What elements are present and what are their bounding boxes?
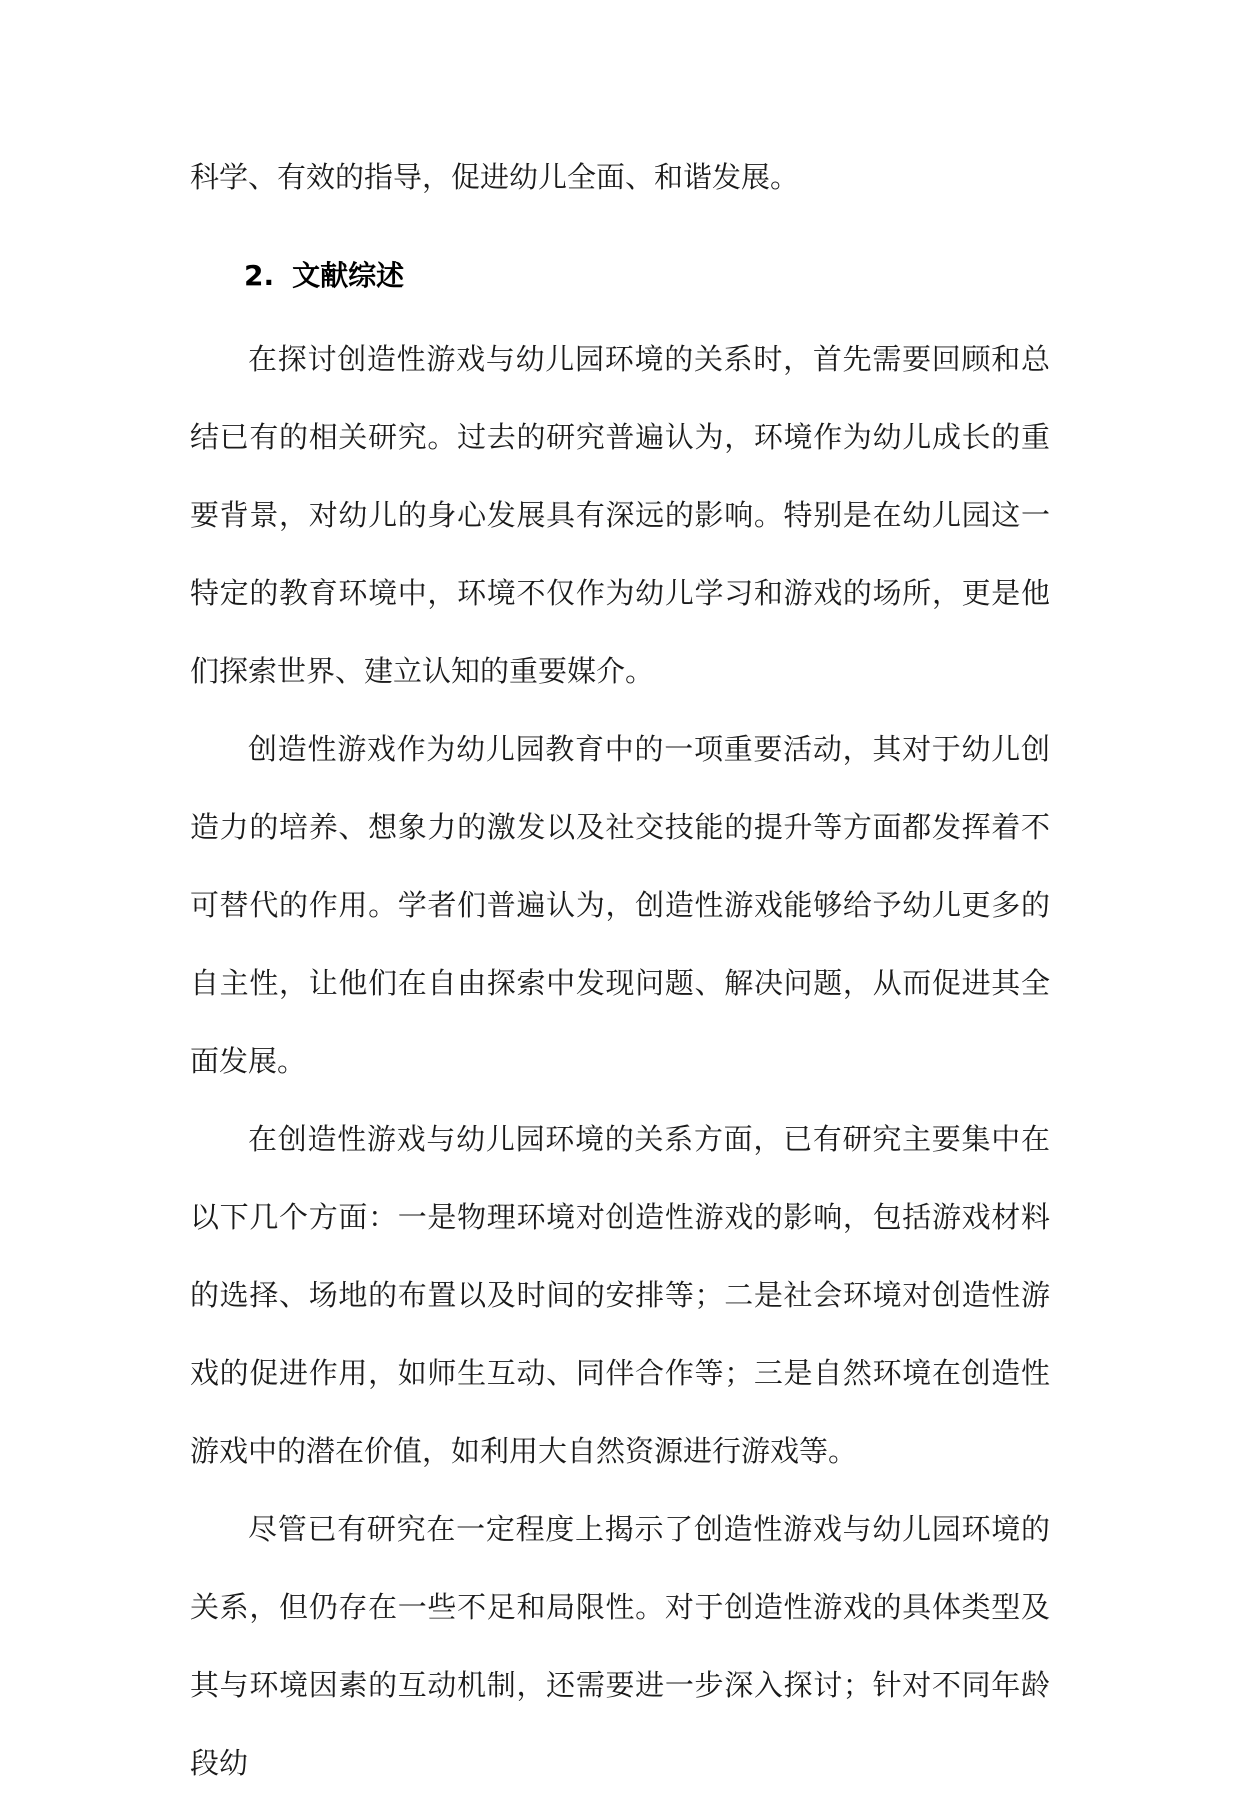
body-text <box>190 320 1050 1802</box>
section-title: 文献综述 <box>292 259 405 292</box>
continuation-paragraph <box>190 138 1050 216</box>
paragraph: 尽管已有研究在一定程度上揭示了创造性游戏与幼儿园环境的关系，但仍存在一些不足和局限性。对于创造性游戏的具体类型及其与环境因素的互动机制，还需要进一步深入探讨；针对不同年龄段幼 <box>190 1512 1050 1780</box>
paragraph: 创造性游戏作为幼儿园教育中的一项重要活动，其对于幼儿创造力的培养、想象力的激发以及社交技能的提升等方面都发挥着不可替代的作用。学者们普遍认为，创造性游戏能够给予幼儿更多的自主性，让他们在自由探索中发现问题、解决问题，从而促进其全面发展。 <box>190 732 1050 1078</box>
paragraph: 在创造性游戏与幼儿园环境的关系方面，已有研究主要集中在以下几个方面：一是物理环境对创造性游戏的影响，包括游戏材料的选择、场地的布置以及时间的安排等；二是社会环境对创造性游戏的促进作用，如师生互动、同伴合作等；三是自然环境在创造性游戏中的潜在价值，如利用大自然资源进行游戏等。 <box>190 1122 1050 1468</box>
paragraph-text: 科学、有效的指导，促进幼儿全面、和谐发展。 <box>190 160 800 194</box>
section-number: 2. <box>244 259 275 292</box>
section-heading <box>244 252 404 300</box>
paragraph: 在探讨创造性游戏与幼儿园环境的关系时，首先需要回顾和总结已有的相关研究。过去的研究普遍认为，环境作为幼儿成长的重要背景，对幼儿的身心发展具有深远的影响。特别是在幼儿园这一特定的教育环境中，环境不仅作为幼儿学习和游戏的场所，更是他们探索世界、建立认知的重要媒介。 <box>190 342 1050 688</box>
